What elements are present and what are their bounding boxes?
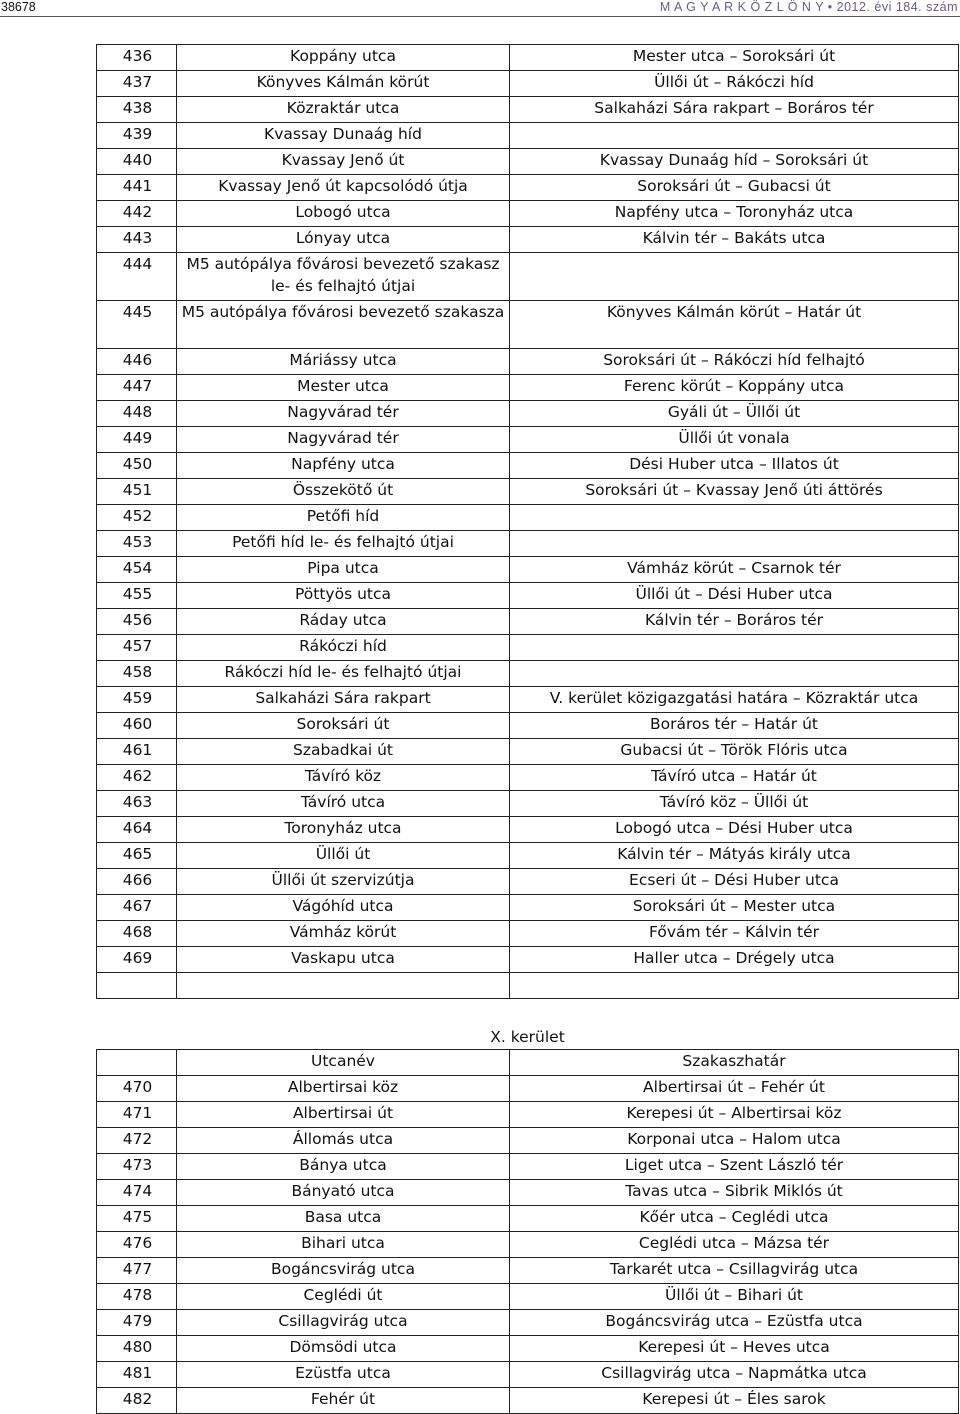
table-row: [97, 175, 959, 201]
street-name: Basa utca: [177, 1206, 510, 1232]
table-row: [97, 1258, 959, 1284]
street-name: Kvassay Jenő út kapcsolódó útja: [177, 175, 510, 201]
row-number: 482: [97, 1388, 177, 1414]
table-row: [97, 1206, 959, 1232]
street-name: Napfény utca: [177, 453, 510, 479]
table-row: [97, 301, 959, 349]
row-number: 462: [97, 765, 177, 791]
section-boundary: Soroksári út – Gubacsi út: [510, 175, 959, 201]
column-header-section: Szakaszhatár: [510, 1050, 959, 1076]
row-number: 458: [97, 661, 177, 687]
row-number: 466: [97, 869, 177, 895]
row-number: 475: [97, 1206, 177, 1232]
street-table: [96, 44, 959, 1414]
table-row: [97, 557, 959, 583]
street-name: Ráday utca: [177, 609, 510, 635]
row-number: 474: [97, 1180, 177, 1206]
table-row: [97, 687, 959, 713]
table-row: [97, 427, 959, 453]
row-number: 465: [97, 843, 177, 869]
street-name: Állomás utca: [177, 1128, 510, 1154]
row-number: 477: [97, 1258, 177, 1284]
table-row: [97, 1310, 959, 1336]
section-boundary: Salkaházi Sára rakpart – Boráros tér: [510, 97, 959, 123]
row-number: 448: [97, 401, 177, 427]
section-boundary: Kálvin tér – Boráros tér: [510, 609, 959, 635]
section-boundary: Mester utca – Soroksári út: [510, 45, 959, 71]
street-name: Üllői út szervizútja: [177, 869, 510, 895]
street-name: M5 autópálya fővárosi bevezető szakasz le- és felhajtó útjai: [177, 253, 510, 301]
section-boundary: Napfény utca – Toronyház utca: [510, 201, 959, 227]
table-row: [97, 609, 959, 635]
section-boundary: Gyáli út – Üllői út: [510, 401, 959, 427]
row-number: 443: [97, 227, 177, 253]
table-row: [97, 1076, 959, 1102]
row-number: 461: [97, 739, 177, 765]
section-boundary: Kőér utca – Ceglédi utca: [510, 1206, 959, 1232]
table-row: [97, 505, 959, 531]
street-name: Nagyvárad tér: [177, 427, 510, 453]
street-name: Távíró köz: [177, 765, 510, 791]
section-boundary: Távíró köz – Üllői út: [510, 791, 959, 817]
table-row: [97, 921, 959, 947]
section-boundary: Haller utca – Drégely utca: [510, 947, 959, 973]
section-boundary: Üllői út – Dési Huber utca: [510, 583, 959, 609]
section-boundary: Soroksári út – Rákóczi híd felhajtó: [510, 349, 959, 375]
table-row: [97, 869, 959, 895]
table-row: [97, 1102, 959, 1128]
table-row: [97, 661, 959, 687]
street-name: Dömsödi utca: [177, 1336, 510, 1362]
table-row: [97, 713, 959, 739]
publication-info: M A G Y A R K Ö Z L Ö N Y • 2012. évi 184. szám: [659, 0, 958, 14]
table-row: [97, 401, 959, 427]
street-name: Ceglédi út: [177, 1284, 510, 1310]
row-number: 445: [97, 301, 177, 349]
row-number: 478: [97, 1284, 177, 1310]
table-row: [97, 149, 959, 175]
row-number: 479: [97, 1310, 177, 1336]
table-row: [97, 635, 959, 661]
street-name: Vaskapu utca: [177, 947, 510, 973]
table-row: [97, 843, 959, 869]
street-name: Lónyay utca: [177, 227, 510, 253]
section-boundary: Kvassay Dunaág híd – Soroksári út: [510, 149, 959, 175]
table-row: [97, 1362, 959, 1388]
section-boundary: Korponai utca – Halom utca: [510, 1128, 959, 1154]
section-boundary: Üllői út – Bihari út: [510, 1284, 959, 1310]
row-number: 441: [97, 175, 177, 201]
row-number: 451: [97, 479, 177, 505]
column-header-num: [97, 1050, 177, 1076]
header-rule: [0, 16, 960, 17]
section-boundary: Soroksári út – Mester utca: [510, 895, 959, 921]
table-row: [97, 253, 959, 301]
street-name: Petőfi híd le- és felhajtó útjai: [177, 531, 510, 557]
table-row: [97, 739, 959, 765]
row-number: 438: [97, 97, 177, 123]
section-boundary: Albertirsai út – Fehér út: [510, 1076, 959, 1102]
table-row: [97, 895, 959, 921]
street-name: Távíró utca: [177, 791, 510, 817]
row-number: 473: [97, 1154, 177, 1180]
row-number: 447: [97, 375, 177, 401]
page-header: [0, 0, 960, 16]
section-boundary: Ecseri út – Dési Huber utca: [510, 869, 959, 895]
street-name: Csillagvirág utca: [177, 1310, 510, 1336]
section-boundary: [510, 123, 959, 149]
street-name: Máriássy utca: [177, 349, 510, 375]
row-number: 449: [97, 427, 177, 453]
row-number: 481: [97, 1362, 177, 1388]
street-name: Fehér út: [177, 1388, 510, 1414]
street-name: M5 autópálya fővárosi bevezető szakasza: [177, 301, 510, 349]
table-row: [97, 375, 959, 401]
table-row: [97, 1128, 959, 1154]
table-row: [97, 123, 959, 149]
row-number: 471: [97, 1102, 177, 1128]
row-number: 464: [97, 817, 177, 843]
section-boundary: Lobogó utca – Dési Huber utca: [510, 817, 959, 843]
section-boundary: Tarkarét utca – Csillagvirág utca: [510, 1258, 959, 1284]
table-row: [97, 201, 959, 227]
street-name: Bogáncsvirág utca: [177, 1258, 510, 1284]
table-row: [97, 45, 959, 71]
table-row: [97, 1154, 959, 1180]
row-number: 450: [97, 453, 177, 479]
row-number: 456: [97, 609, 177, 635]
row-number: 476: [97, 1232, 177, 1258]
row-number: 468: [97, 921, 177, 947]
street-name: Bánya utca: [177, 1154, 510, 1180]
section-boundary: Tavas utca – Sibrik Miklós út: [510, 1180, 959, 1206]
section-boundary: [510, 635, 959, 661]
section-boundary: Csillagvirág utca – Napmátka utca: [510, 1362, 959, 1388]
street-name: Vágóhíd utca: [177, 895, 510, 921]
table-row: [97, 227, 959, 253]
street-name: Vámház körút: [177, 921, 510, 947]
section-boundary: Boráros tér – Határ út: [510, 713, 959, 739]
table-row: [97, 1388, 959, 1414]
section-boundary: [510, 505, 959, 531]
street-name: Bihari utca: [177, 1232, 510, 1258]
section-boundary: Fővám tér – Kálvin tér: [510, 921, 959, 947]
section-boundary: Kerepesi út – Albertirsai köz: [510, 1102, 959, 1128]
table-row: [97, 479, 959, 505]
street-name: Toronyház utca: [177, 817, 510, 843]
street-name: Rákóczi híd le- és felhajtó útjai: [177, 661, 510, 687]
row-number: 454: [97, 557, 177, 583]
street-name: Közraktár utca: [177, 97, 510, 123]
section-boundary: [510, 531, 959, 557]
column-header-row: [97, 1050, 959, 1076]
table-row: [97, 765, 959, 791]
section-boundary: Kerepesi út – Éles sarok: [510, 1388, 959, 1414]
table-row: [97, 71, 959, 97]
street-name: Ezüstfa utca: [177, 1362, 510, 1388]
row-number: 444: [97, 253, 177, 301]
section-boundary: [510, 253, 959, 301]
street-name: Kvassay Jenő út: [177, 149, 510, 175]
row-number: 436: [97, 45, 177, 71]
section-boundary: [510, 661, 959, 687]
row-number: 459: [97, 687, 177, 713]
row-number: 460: [97, 713, 177, 739]
column-header-name: Utcanév: [177, 1050, 510, 1076]
section-boundary: Üllői út vonala: [510, 427, 959, 453]
row-number: 457: [97, 635, 177, 661]
row-number: 440: [97, 149, 177, 175]
section-boundary: Könyves Kálmán körút – Határ út: [510, 301, 959, 349]
section-boundary: Vámház körút – Csarnok tér: [510, 557, 959, 583]
street-name: Koppány utca: [177, 45, 510, 71]
row-number: 437: [97, 71, 177, 97]
street-name: Lobogó utca: [177, 201, 510, 227]
table-row: [97, 817, 959, 843]
table-row: [97, 947, 959, 973]
street-name: Könyves Kálmán körút: [177, 71, 510, 97]
section-boundary: Dési Huber utca – Illatos út: [510, 453, 959, 479]
table-row: [97, 531, 959, 557]
section-boundary: Ceglédi utca – Mázsa tér: [510, 1232, 959, 1258]
section-boundary: Gubacsi út – Török Flóris utca: [510, 739, 959, 765]
row-number: 480: [97, 1336, 177, 1362]
table-row: [97, 97, 959, 123]
empty-row: [97, 973, 959, 999]
street-name: Bányató utca: [177, 1180, 510, 1206]
row-number: 453: [97, 531, 177, 557]
table-row: [97, 349, 959, 375]
row-number: 455: [97, 583, 177, 609]
street-name: Albertirsai út: [177, 1102, 510, 1128]
table-row: [97, 583, 959, 609]
table-row: [97, 1232, 959, 1258]
section-boundary: Távíró utca – Határ út: [510, 765, 959, 791]
section-boundary: Liget utca – Szent László tér: [510, 1154, 959, 1180]
section-boundary: Kálvin tér – Bakáts utca: [510, 227, 959, 253]
section-boundary: Ferenc körút – Koppány utca: [510, 375, 959, 401]
district-block: [97, 973, 959, 1076]
section-boundary: Kerepesi út – Heves utca: [510, 1336, 959, 1362]
street-name: Összekötő út: [177, 479, 510, 505]
district-heading: X. kerület: [97, 999, 959, 1050]
section-boundary: Kálvin tér – Mátyás király utca: [510, 843, 959, 869]
row-number: 439: [97, 123, 177, 149]
row-number: 463: [97, 791, 177, 817]
section-boundary: Bogáncsvirág utca – Ezüstfa utca: [510, 1310, 959, 1336]
table-row: [97, 453, 959, 479]
table-row: [97, 791, 959, 817]
section-boundary: Üllői út – Rákóczi híd: [510, 71, 959, 97]
street-name: Pipa utca: [177, 557, 510, 583]
row-number: 470: [97, 1076, 177, 1102]
row-number: 467: [97, 895, 177, 921]
row-number: 446: [97, 349, 177, 375]
street-name: Kvassay Dunaág híd: [177, 123, 510, 149]
page-number: 38678: [1, 0, 36, 14]
row-number: 469: [97, 947, 177, 973]
street-name: Nagyvárad tér: [177, 401, 510, 427]
table-row: [97, 1180, 959, 1206]
section-boundary: V. kerület közigazgatási határa – Közraktár utca: [510, 687, 959, 713]
table-row: [97, 1284, 959, 1310]
row-number: 442: [97, 201, 177, 227]
street-name: Salkaházi Sára rakpart: [177, 687, 510, 713]
street-table-body-x: [97, 1076, 959, 1414]
street-name: Rákóczi híd: [177, 635, 510, 661]
street-name: Albertirsai köz: [177, 1076, 510, 1102]
section-boundary: Soroksári út – Kvassay Jenő úti áttörés: [510, 479, 959, 505]
row-number: 472: [97, 1128, 177, 1154]
street-name: Mester utca: [177, 375, 510, 401]
row-number: 452: [97, 505, 177, 531]
street-table-body-v: [97, 45, 959, 973]
street-name: Üllői út: [177, 843, 510, 869]
street-name: Petőfi híd: [177, 505, 510, 531]
table-row: [97, 1336, 959, 1362]
street-name: Soroksári út: [177, 713, 510, 739]
district-row: [97, 999, 959, 1050]
street-name: Pöttyös utca: [177, 583, 510, 609]
street-name: Szabadkai út: [177, 739, 510, 765]
